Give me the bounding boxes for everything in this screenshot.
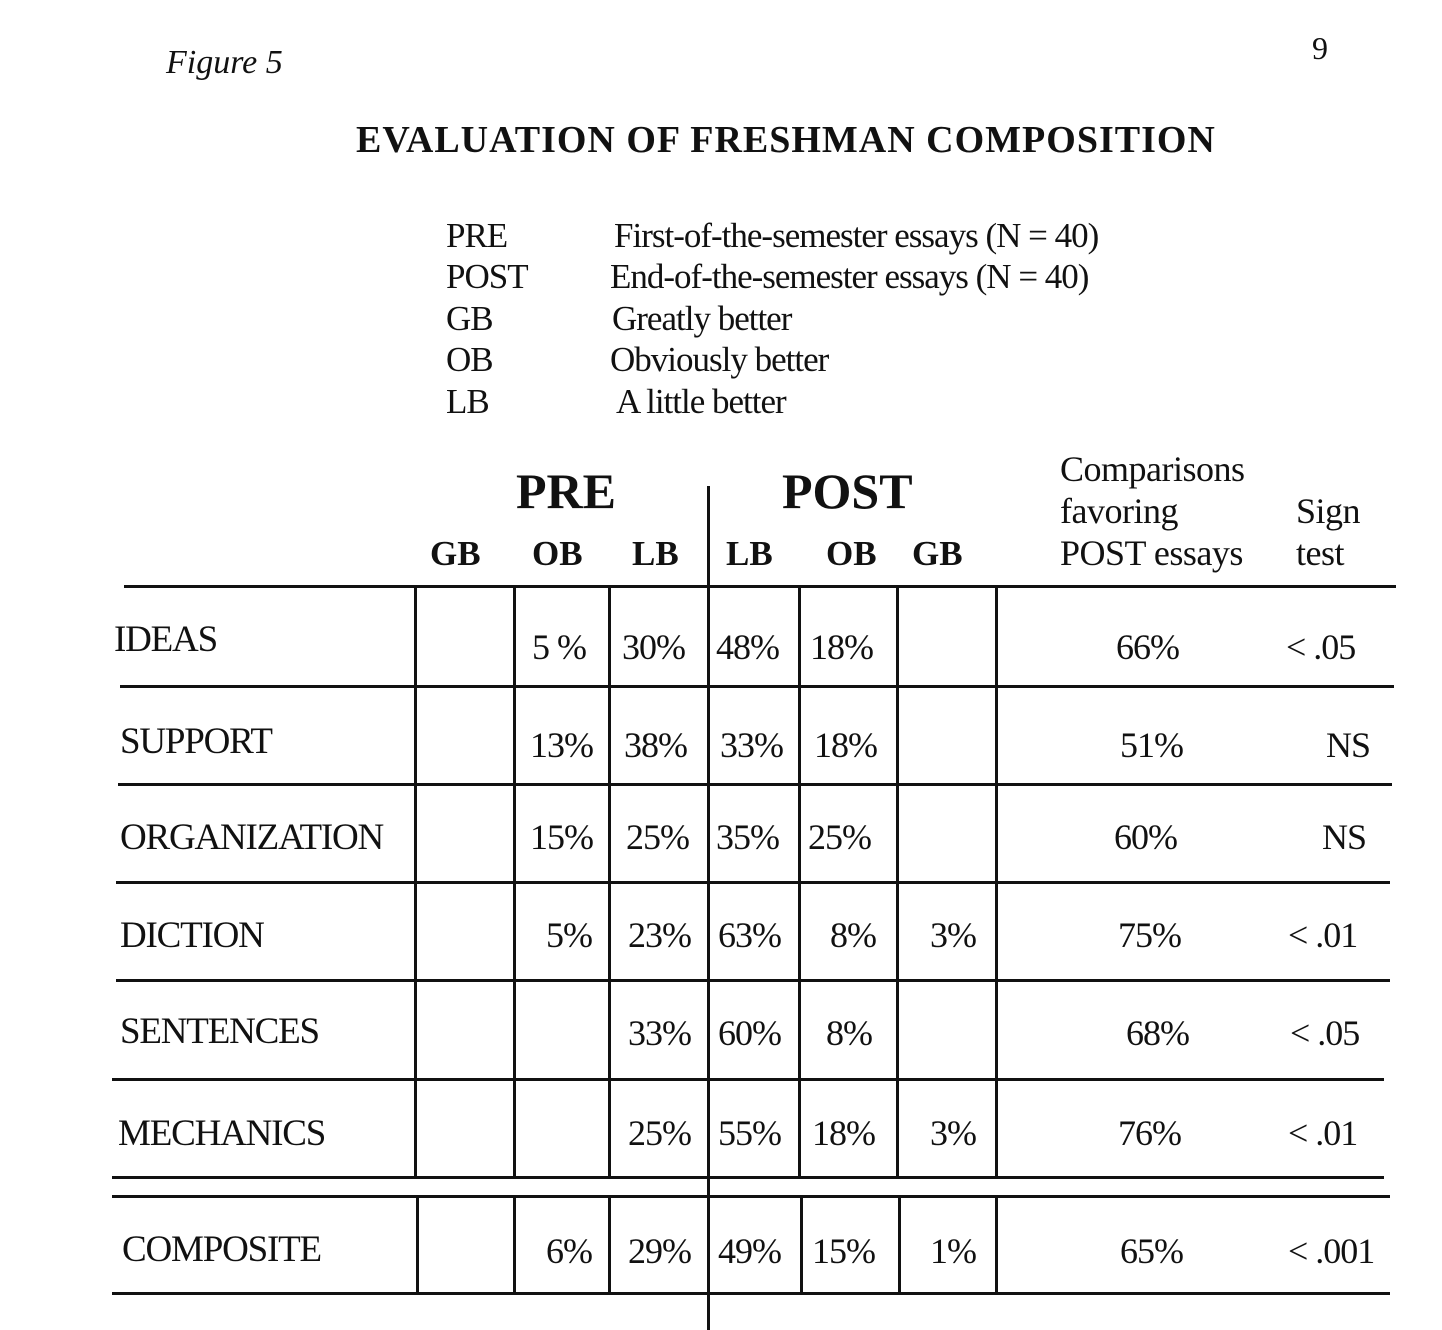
double-rule-lower (112, 1195, 1390, 1198)
cell-sign-test: < .01 (1288, 1113, 1358, 1153)
cell-pre-lb: 25% (628, 1113, 691, 1153)
cell-post-lb: 48% (716, 627, 779, 667)
cell-pre-ob: 13% (530, 725, 593, 765)
figure-label: Figure 5 (166, 44, 283, 81)
column-divider (513, 587, 516, 1177)
row-label: MECHANICS (118, 1113, 326, 1154)
legend-abbr-pre: PRE (446, 216, 508, 255)
cell-pre-lb: 29% (628, 1231, 691, 1271)
column-divider (608, 587, 611, 1177)
cell-sign-test: NS (1326, 725, 1371, 765)
group-heading-pre: PRE (516, 463, 616, 519)
legend-desc-ob: Obviously better (610, 340, 829, 379)
column-divider (898, 1197, 901, 1293)
cell-post-ob: 8% (830, 915, 876, 955)
cell-comparison: 60% (1114, 817, 1177, 857)
cell-comparison: 66% (1116, 627, 1179, 667)
cell-post-lb: 55% (718, 1113, 781, 1153)
cell-post-ob: 25% (808, 817, 871, 857)
column-header-pre-lb: LB (632, 534, 679, 573)
column-divider (798, 587, 801, 1177)
comparisons-header-line-2: favoring (1060, 491, 1178, 531)
row-label: COMPOSITE (122, 1229, 321, 1270)
cell-sign-test: < .05 (1290, 1013, 1360, 1053)
cell-post-lb: 33% (720, 725, 783, 765)
legend-abbr-post: POST (446, 257, 528, 296)
cell-pre-lb: 33% (628, 1013, 691, 1053)
cell-pre-lb: 25% (626, 817, 689, 857)
column-divider (896, 587, 899, 1177)
sign-test-header-line-2: test (1296, 533, 1344, 573)
cell-comparison: 51% (1120, 725, 1183, 765)
cell-pre-ob: 6% (546, 1231, 592, 1271)
legend-abbr-gb: GB (446, 299, 493, 338)
comparisons-header (1060, 448, 1245, 574)
column-divider (995, 587, 998, 1177)
row-label: IDEAS (114, 619, 217, 660)
row-rule (120, 685, 1394, 688)
cell-post-gb: 3% (930, 915, 976, 955)
comparisons-header-line-1: Comparisons (1060, 449, 1245, 489)
cell-pre-ob: 15% (530, 817, 593, 857)
row-rule (112, 1078, 1384, 1081)
cell-post-ob: 18% (810, 627, 873, 667)
cell-post-ob: 15% (812, 1231, 875, 1271)
legend-abbr-lb: LB (446, 382, 489, 421)
row-rule (116, 881, 1390, 884)
cell-sign-test: < .05 (1286, 627, 1356, 667)
cell-pre-lb: 38% (624, 725, 687, 765)
bottom-rule (112, 1292, 1390, 1295)
group-heading-post: POST (782, 463, 913, 519)
cell-comparison: 65% (1120, 1231, 1183, 1271)
cell-comparison: 68% (1126, 1013, 1189, 1053)
column-header-pre-gb: GB (430, 534, 481, 573)
sign-test-header-line-1: Sign (1296, 491, 1361, 531)
cell-pre-lb: 30% (622, 627, 685, 667)
legend-desc-post: End-of-the-semester essays (N = 40) (610, 257, 1089, 296)
cell-pre-ob: 5% (546, 915, 592, 955)
legend-abbr-ob: OB (446, 340, 493, 379)
cell-post-lb: 49% (718, 1231, 781, 1271)
cell-post-lb: 60% (718, 1013, 781, 1053)
column-header-post-lb: LB (726, 534, 773, 573)
cell-sign-test: NS (1322, 817, 1367, 857)
cell-post-gb: 1% (930, 1231, 976, 1271)
column-divider (416, 1197, 419, 1293)
cell-pre-ob: 5 % (532, 627, 586, 667)
column-header-pre-ob: OB (532, 534, 583, 573)
legend-desc-pre: First-of-the-semester essays (N = 40) (614, 216, 1099, 255)
cell-post-gb: 3% (930, 1113, 976, 1153)
legend-desc-lb: A little better (616, 382, 786, 421)
row-rule (116, 979, 1390, 982)
cell-sign-test: < .01 (1288, 915, 1358, 955)
sign-test-header (1296, 490, 1360, 574)
column-header-post-ob: OB (826, 534, 877, 573)
cell-sign-test: < .001 (1288, 1231, 1375, 1271)
header-rule (124, 585, 1396, 588)
cell-comparison: 75% (1118, 915, 1181, 955)
cell-post-lb: 35% (716, 817, 779, 857)
row-label: DICTION (120, 915, 264, 956)
cell-post-lb: 63% (718, 915, 781, 955)
column-divider (800, 1197, 803, 1293)
column-divider (608, 1197, 611, 1293)
row-label: ORGANIZATION (120, 817, 384, 858)
cell-post-ob: 18% (814, 725, 877, 765)
comparisons-header-line-3: POST essays (1060, 533, 1243, 573)
double-rule-upper (112, 1176, 1384, 1179)
column-divider (513, 1197, 516, 1293)
row-label: SENTENCES (120, 1011, 319, 1052)
figure-title: EVALUATION OF FRESHMAN COMPOSITION (356, 119, 1216, 161)
row-rule (118, 783, 1392, 786)
column-header-post-gb: GB (912, 534, 963, 573)
row-label: SUPPORT (120, 721, 272, 762)
cell-post-ob: 18% (812, 1113, 875, 1153)
column-divider (995, 1197, 998, 1293)
page-number: 9 (1312, 30, 1328, 66)
cell-comparison: 76% (1118, 1113, 1181, 1153)
cell-post-ob: 8% (826, 1013, 872, 1053)
pre-post-divider (707, 486, 710, 1330)
legend-desc-gb: Greatly better (612, 299, 792, 338)
column-divider (414, 587, 417, 1177)
cell-pre-lb: 23% (628, 915, 691, 955)
